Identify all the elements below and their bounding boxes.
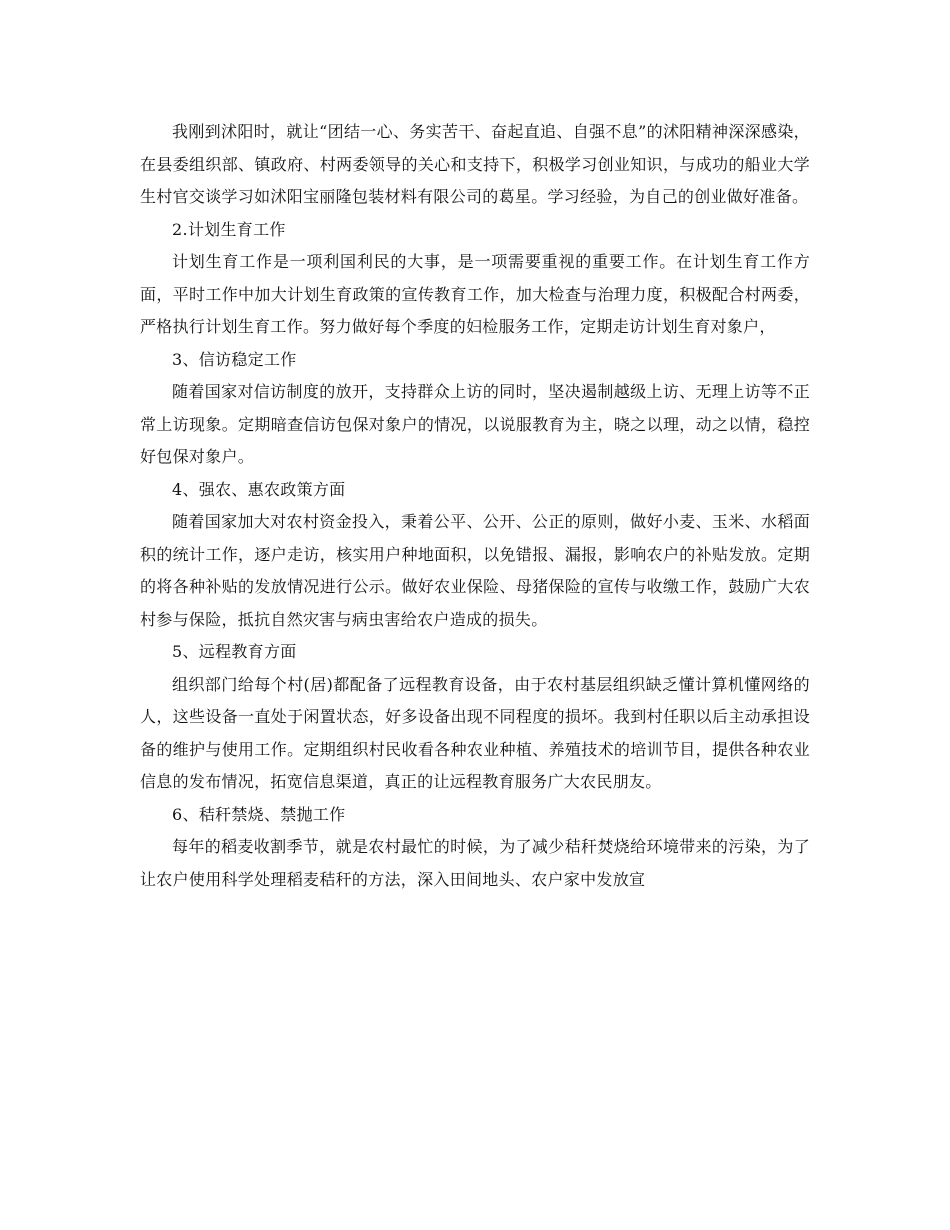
section-heading-remote-education: 5、远程教育方面 [172, 642, 297, 661]
section-heading-family-planning: 2.计划生育工作 [172, 219, 286, 239]
paragraph-agriculture-policy: 随着国家加大对农村资金投入，秉着公平、公开、公正的原则，做好小麦、玉米、水稻面积的统计工作，逐户走访，核实用户种地面积，以免错报、漏报，影响农户的补贴发放。定期的将各种补贴的发放情况进行公示。做好农业保险、母猪保险的宣传与收缴工作，鼓励广大农村参与保险，抵抗自然灾害与病虫害给农户造成的损失。 [140, 512, 810, 629]
paragraph-family-planning: 计划生育工作是一项利国利民的大事，是一项需要重视的重要工作。在计划生育工作方面，平时工作中加大计划生育政策的宣传教育工作，加大检查与治理力度，积极配合村两委，严格执行计划生育工作。努力做好每个季度的妇检服务工作，定期走访计划生育对象户， [140, 252, 810, 336]
section-heading-petition-stability: 3、信访稳定工作 [172, 349, 297, 369]
paragraph-straw-burning: 每年的稻麦收割季节，就是农村最忙的时候，为了减少秸秆焚烧给环境带来的污染，为了让农户使用科学处理稻麦秸秆的方法，深入田间地头、农户家中发放宣 [140, 837, 810, 889]
paragraph-intro: 我刚到沭阳时，就让“团结一心、务实苦干、奋起直追、自强不息”的沭阳精神深深感染，在县委组织部、镇政府、村两委领导的关心和支持下，积极学习创业知识，与成功的船业大学生村官交谈学习如沭阳宝丽隆包装材料有限公司的葛星。学习经验，为自己的创业做好准备。 [140, 122, 810, 206]
section-heading-straw-burning: 6、秸秆禁烧、禁抛工作 [172, 804, 346, 824]
paragraph-petition-stability: 随着国家对信访制度的放开，支持群众上访的同时，坚决遏制越级上访、无理上访等不正常上访现象。定期暗查信访包保对象户的情况，以说服教育为主，晓之以理，动之以情，稳控好包保对象户。 [140, 382, 810, 466]
document-page [140, 116, 810, 896]
section-heading-agriculture-policy: 4、强农、惠农政策方面 [172, 479, 346, 499]
paragraph-remote-education: 组织部门给每个村(居)都配备了远程教育设备，由于农村基层组织缺乏懂计算机懂网络的人，这些设备一直处于闲置状态，好多设备出现不同程度的损坏。我到村任职以后主动承担设备的维护与使用工作。定期组织村民收看各种农业种植、养殖技术的培训节目，提供各种农业信息的发布情况，拓宽信息渠道，真正的让远程教育服务广大农民朋友。 [140, 674, 810, 791]
